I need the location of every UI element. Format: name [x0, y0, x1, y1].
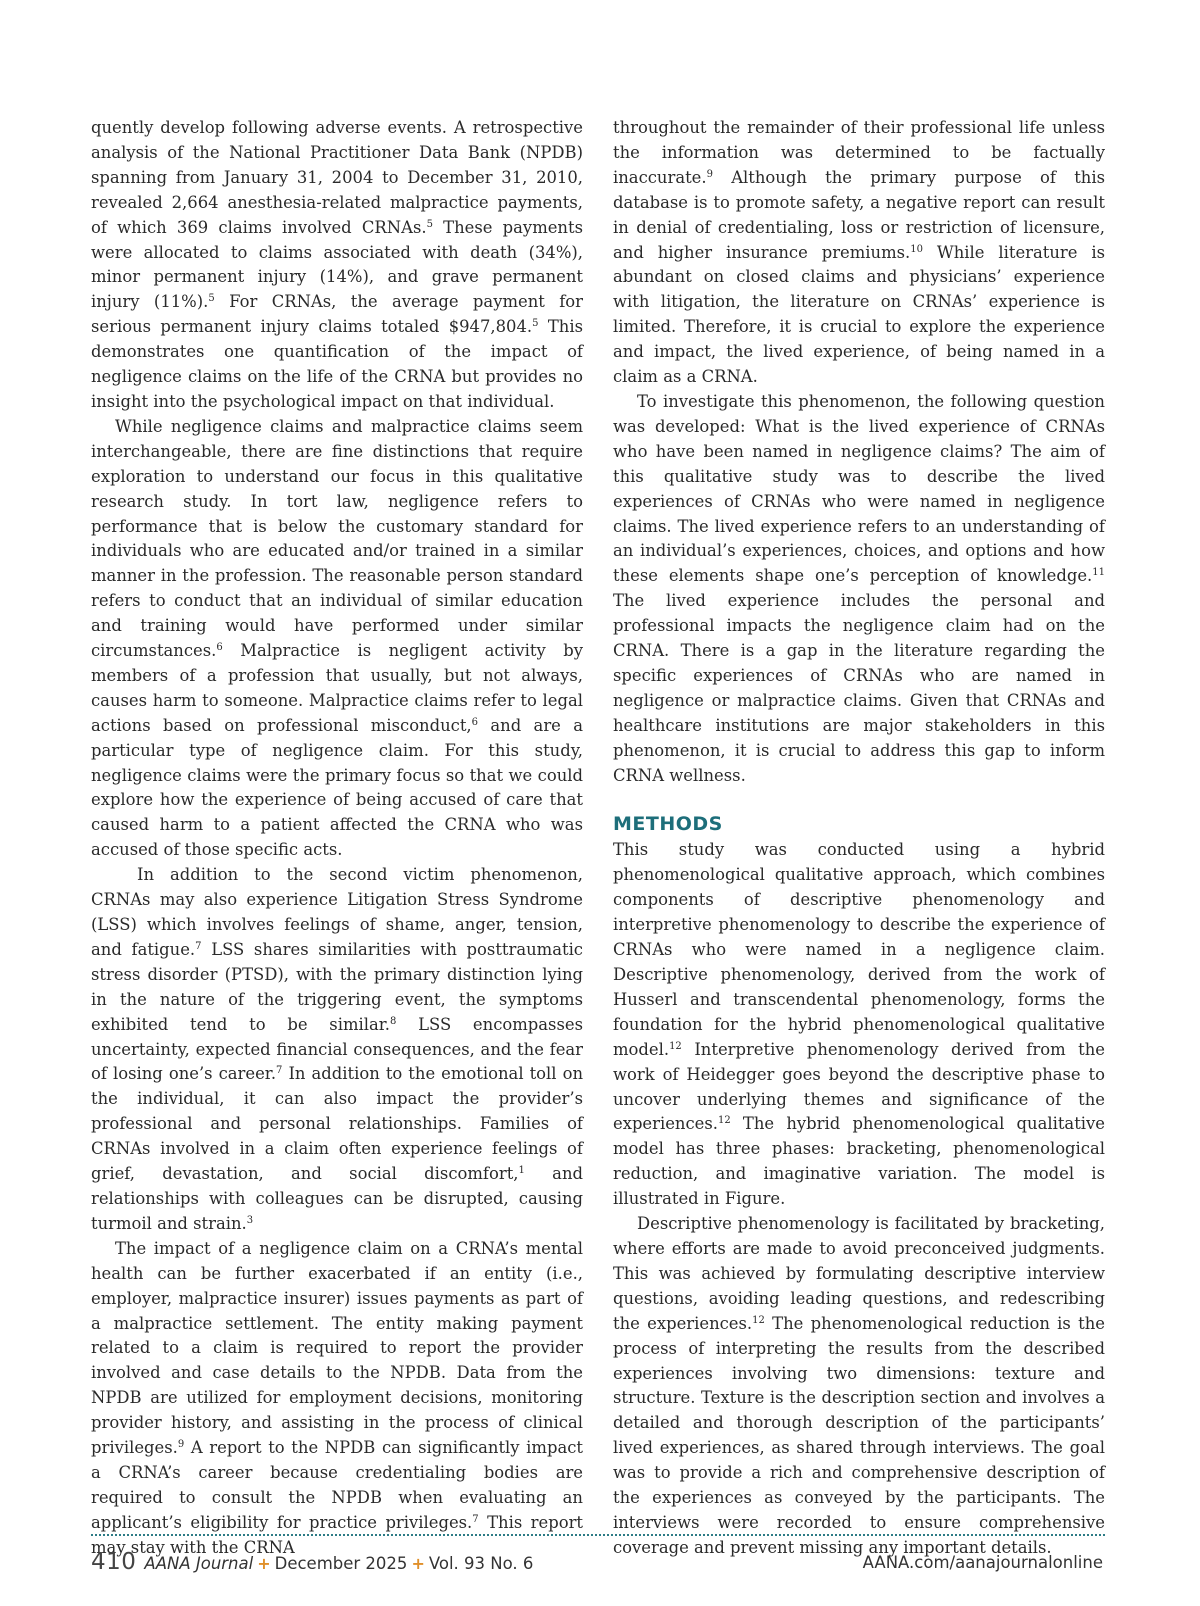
- citation: 6: [216, 642, 223, 654]
- citation: 7: [195, 940, 202, 952]
- paragraph: In addition to the second victim phenomenon, CRNAs may also experience Litigation Stress Syndrome (LSS) which involves feelings of shame, anger, tension, and fatigue.$^7$ LSS shares similarities with posttraumatic stress disorder (PTSD), with the primary distinction lying in the nature of the triggering event, the symptoms exhibited tend to be similar.$^8$ LSS encompasses uncertainty, expected financial consequences, and the fear of losing one’s career.$^7$ In addition to the emotional toll on the individual, it can also impact the provider’s professional and personal relationships. Families of CRNAs involved in a claim often experience feelings of grief, devastation, and social discomfort,$^1$ and relationships with colleagues can be disrupted, causing turmoil and strain.$^3$: [91, 865, 584, 1233]
- page-footer: [91, 1549, 1105, 1577]
- footer-citation: [91, 1549, 533, 1575]
- citation: 9: [706, 168, 713, 180]
- citation: 12: [669, 1040, 682, 1052]
- citation: 11: [1092, 567, 1105, 579]
- citation: 12: [752, 1314, 765, 1326]
- citation: 8: [389, 1015, 397, 1027]
- citation: 5: [208, 293, 215, 305]
- journal-url: AANA.com/aanajournalonline: [862, 1553, 1103, 1572]
- section-heading-methods: METHODS: [613, 813, 723, 836]
- plus-separator-icon: +: [411, 1554, 425, 1573]
- paragraph: quently develop following adverse events. A retrospective analysis of the National Practitioner Data Bank (NPDB) spanning from January 31, 2004 to December 31, 2010, revealed 2,664 anesthesia-related malpractice payments, of which 369 claims involved CRNAs.$^5$ These payments were allocated to claims associated with death (34%), minor permanent injury (14%), and grave permanent injury (11%).$^5$ For CRNAs, the average payment for serious permanent injury claims totaled $947,804.$^5$ This demonstrates one quantification of the impact of negligence claims on the life of the CRNA but provides no insight into the psychological impact on that individual.: [91, 118, 583, 411]
- citation: 7: [276, 1065, 283, 1077]
- issue-date: December 2025: [274, 1554, 408, 1573]
- left-column: [91, 116, 583, 1561]
- citation: 10: [910, 243, 923, 255]
- citation: 1: [518, 1165, 525, 1177]
- footer-divider: [91, 1534, 1105, 1536]
- citation: 5: [426, 218, 433, 230]
- right-column: [613, 116, 1105, 1561]
- citation: 7: [472, 1513, 479, 1525]
- paragraph: Descriptive phenomenology is facilitated by bracketing, where efforts are made to avoid preconceived judgments. This was achieved by formulating descriptive interview questions, avoiding leading questions, and redescribing the experiences.$^{12}$ The phenomenological reduction is the process of interpreting the results from the described experiences involving two dimensions: texture and structure. Texture is the description section and involves a detailed and thorough description of the participants’ lived experiences, as shared through interviews. The goal was to provide a rich and comprehensive description of the experiences as conveyed by the participants. The interviews were recorded to ensure comprehensive coverage and prevent missing any important details.: [613, 1214, 1105, 1557]
- paragraph: This study was conducted using a hybrid phenomenological qualitative approach, which combines components of descriptive phenomenology and interpretive phenomenology to describe the experience of CRNAs who were named in a negligence claim. Descriptive phenomenology, derived from the work of Husserl and transcendental phenomenology, forms the foundation for the hybrid phenomenological qualitative model.$^{12}$ Interpretive phenomenology derived from the work of Heidegger goes beyond the descriptive phase to uncover underlying themes and significance of the experiences.$^{12}$ The hybrid phenomenological qualitative model has three phases: bracketing, phenomenological reduction, and imaginative variation. The model is illustrated in Figure.: [613, 840, 1105, 1209]
- paragraph: The impact of a negligence claim on a CRNA’s mental health can be further exacerbated if an entity (i.e., employer, malpractice insurer) issues payments as part of a malpractice settlement. The entity making payment related to a claim is required to report the provider involved and case details to the NPDB. Data from the NPDB are utilized for employment decisions, monitoring provider history, and assisting in the process of clinical privileges.$^9$ A report to the NPDB can significantly impact a CRNA’s career because credentialing bodies are required to consult the NPDB when evaluating an applicant’s eligibility for practice privileges.$^7$ This report may stay with the CRNA: [91, 1238, 583, 1557]
- paragraph: To investigate this phenomenon, the following question was developed: What is the lived experience of CRNAs who have been named in negligence claims? The aim of this qualitative study was to describe the lived experiences of CRNAs who were named in negligence claims. The lived experience refers to an understanding of an individual’s experiences, choices, and options and how these elements shape one’s perception of knowledge.$^{11}$ The lived experience includes the personal and professional impacts the negligence claim had on the CRNA. There is a gap in the literature regarding the specific experiences of CRNAs who are named in negligence or malpractice claims. Given that CRNAs and healthcare institutions are major stakeholders in this phenomenon, it is crucial to address this gap to inform CRNA wellness.: [613, 391, 1105, 785]
- citation: 5: [532, 318, 539, 330]
- paragraph: While negligence claims and malpractice claims seem interchangeable, there are fine distinctions that require exploration to understand our focus in this qualitative research study. In tort law, negligence refers to performance that is below the customary standard for individuals who are educated and/or trained in a similar manner in the profession. The reasonable person standard refers to conduct that an individual of similar education and training would have performed under similar circumstances.$^6$ Malpractice is negligent activity by members of a profession that usually, but not always, causes harm to someone. Malpractice claims refer to legal actions based on professional misconduct,$^6$ and are a particular type of negligence claim. For this study, negligence claims were the primary focus so that we could explore how the experience of being accused of care that caused harm to a patient affected the CRNA who was accused of those specific acts.: [91, 416, 583, 860]
- citation: 6: [471, 716, 479, 728]
- plus-separator-icon: +: [257, 1554, 271, 1573]
- citation: 12: [717, 1115, 731, 1127]
- volume-number: Vol. 93 No. 6: [428, 1554, 534, 1573]
- citation: 3: [246, 1214, 254, 1226]
- paragraph: throughout the remainder of their professional life unless the information was determined to be factually inaccurate.$^9$ Although the primary purpose of this database is to promote safety, a negative report can result in denial of credentialing, loss or restriction of licensure, and higher insurance premiums.$^{10}$ While literature is abundant on closed claims and physicians’ experience with litigation, the literature on CRNAs’ experience is limited. Therefore, it is crucial to explore the experience and impact, the lived experience, of being named in a claim as a CRNA.: [613, 118, 1105, 387]
- citation: 9: [177, 1439, 185, 1451]
- page-number: 410: [91, 1549, 137, 1575]
- journal-name: AANA Journal: [144, 1554, 254, 1573]
